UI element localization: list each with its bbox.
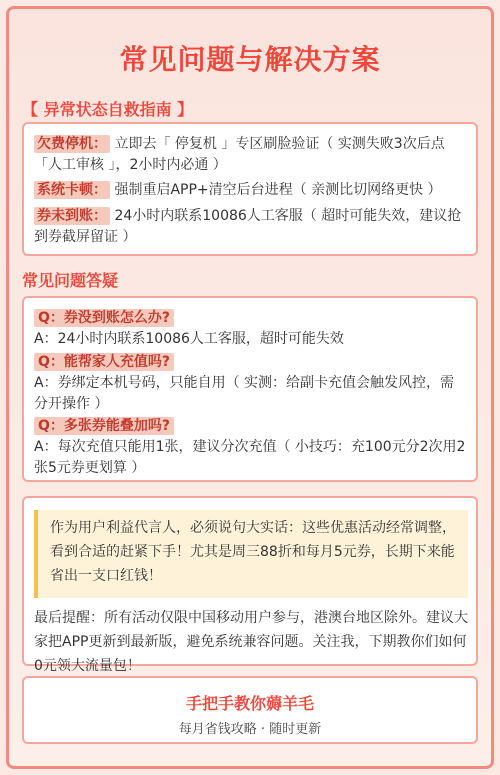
summary-card <box>22 496 478 674</box>
section-heading-self-help: 【 异常状态自救指南 】 <box>22 100 194 119</box>
footer-card <box>22 676 478 744</box>
faq-question: Q：券没到账怎么办? <box>34 309 174 327</box>
faq-card <box>22 296 478 482</box>
section-heading-faq: 常见问题答疑 <box>22 271 119 290</box>
self-help-text: 立即去「 停复机 」专区刷脸验证（ 实测失败3次后点「人工审核 」，2小时内必通 ） <box>34 136 445 173</box>
faq-question: Q：能帮家人充值吗? <box>34 353 174 371</box>
self-help-tag: 系统卡顿： <box>34 181 110 199</box>
faq-item <box>34 352 466 415</box>
faq-item <box>34 308 466 350</box>
page-title: 常见问题与解决方案 <box>119 43 381 76</box>
faq-answer: A：每次充值只能用1张，建议分次充值（ 小技巧：充100元分2次用2张5元券更划算 ） <box>34 439 466 476</box>
faq-item <box>34 416 466 479</box>
self-help-tag: 券未到账： <box>34 207 110 225</box>
self-help-text: 强制重启APP+清空后台进程（ 亲测比切网络更快 ） <box>114 182 442 198</box>
self-help-text: 24小时内联系10086人工客服（ 超时可能失效，建议抢到券截屏留证 ） <box>34 208 462 245</box>
self-help-item <box>34 134 466 176</box>
self-help-card <box>22 122 478 256</box>
faq-question: Q：多张券能叠加吗? <box>34 417 174 435</box>
summary-quote: 作为用户利益代言人，必须说句大实话：这些优惠活动经常调整，看到合适的赶紧下手！尤其是周三88折和每月5元券，长期下来能省出一支口红钱！ <box>34 510 468 598</box>
footer-title: 手把手教你薅羊毛 <box>185 694 314 713</box>
self-help-item <box>34 180 466 201</box>
faq-answer: A：券绑定本机号码，只能自用（ 实测：给副卡充值会触发风控，需分开操作 ） <box>34 375 455 412</box>
self-help-item <box>34 206 466 248</box>
final-reminder: 最后提醒：所有活动仅限中国移动用户参与，港澳台地区除外。建议大家把APP更新到最新版，避免系统兼容问题。关注我，下期教你们如何0元领大流量包！ <box>34 610 468 674</box>
faq-answer: A：24小时内联系10086人工客服，超时可能失效 <box>34 331 344 347</box>
self-help-tag: 欠费停机： <box>34 135 110 153</box>
footer-subtitle: 每月省钱攻略 · 随时更新 <box>178 722 322 737</box>
